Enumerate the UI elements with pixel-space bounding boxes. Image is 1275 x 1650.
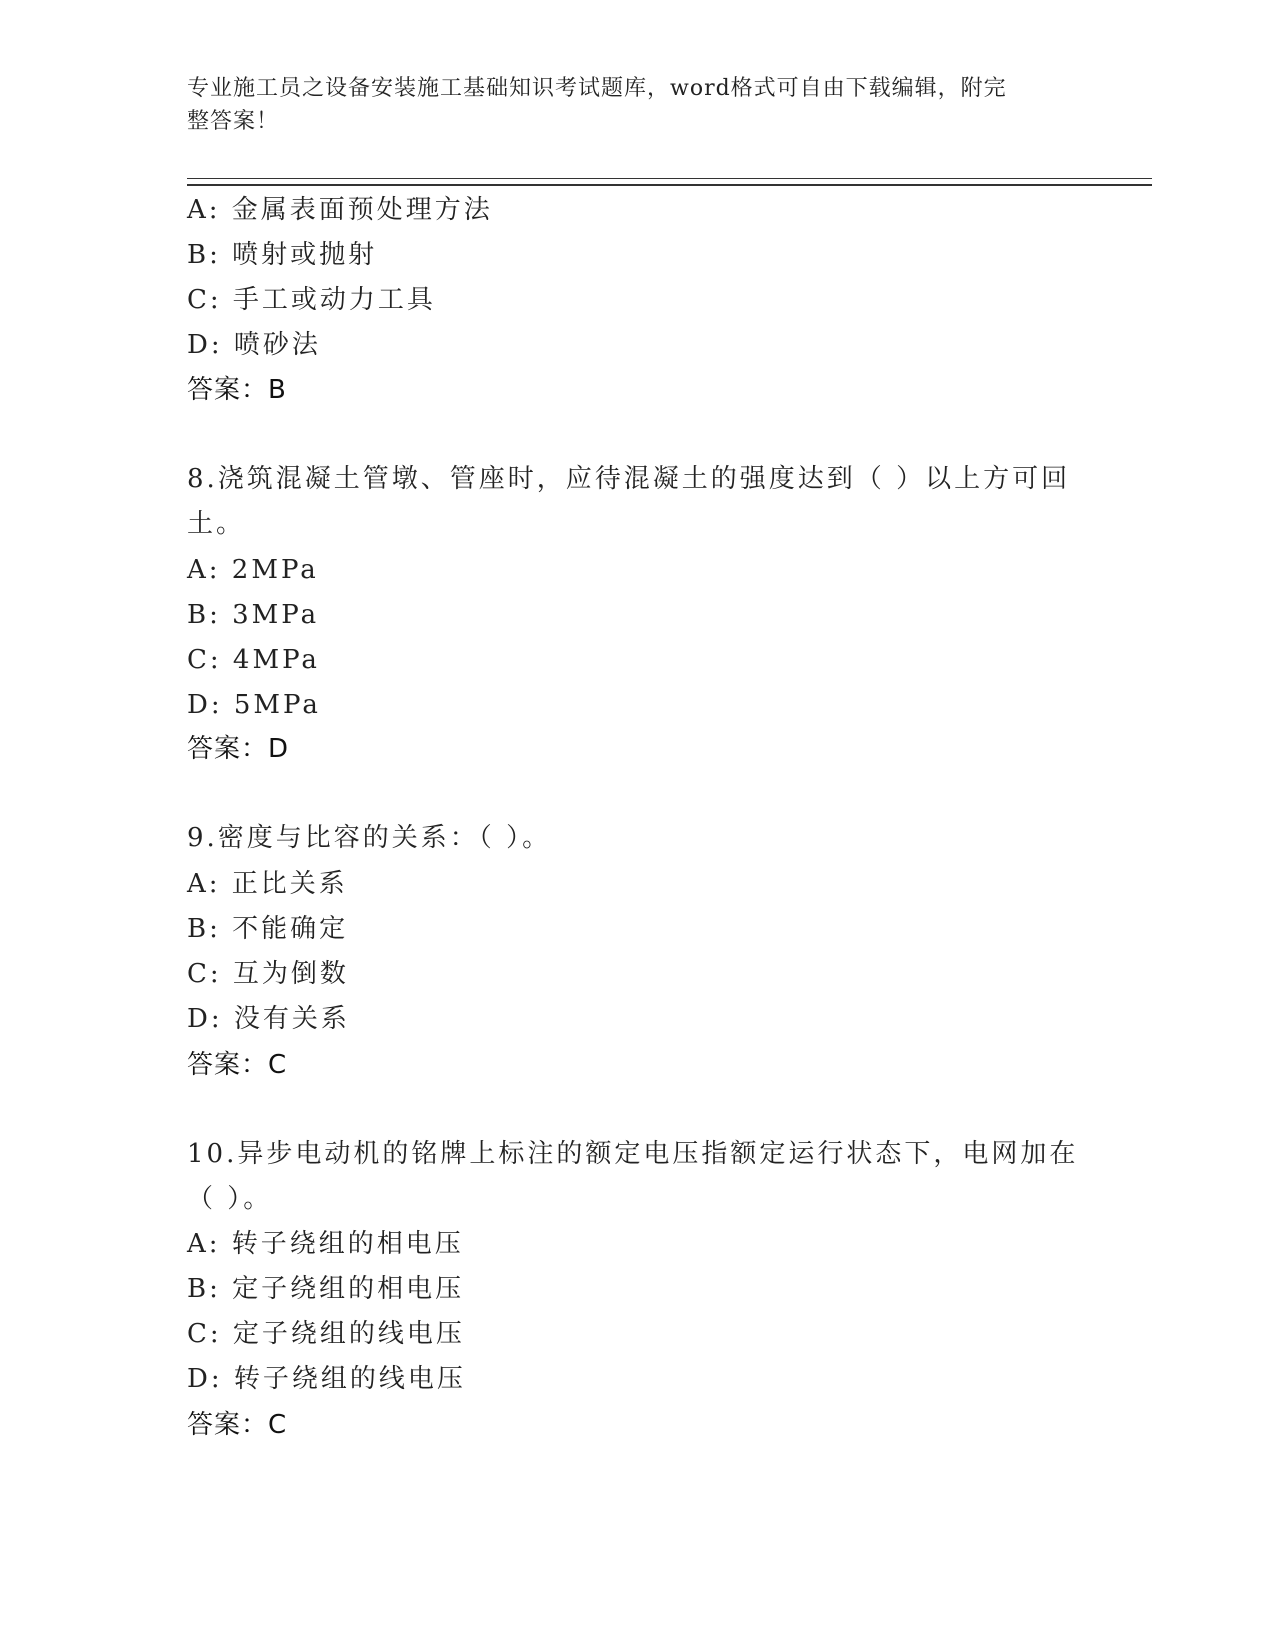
q10-option-c: C: 定子绕组的线电压 xyxy=(187,1319,465,1349)
q8-option-c: C: 4MPa xyxy=(187,645,320,675)
q7-answer: 答案：B xyxy=(187,375,287,405)
q7-option-b: B: 喷射或抛射 xyxy=(187,240,378,270)
q9-option-a: A: 正比关系 xyxy=(187,869,348,899)
header-line-2: 整答案！ xyxy=(187,109,280,134)
q9-stem-line-1: 9.密度与比容的关系：（ ）。 xyxy=(187,823,552,853)
q10-stem-line-1: 10.异步电动机的铭牌上标注的额定电压指额定运行状态下，电网加在 xyxy=(187,1139,1079,1169)
q10-option-b: B: 定子绕组的相电压 xyxy=(187,1274,465,1304)
header-divider xyxy=(187,178,1152,186)
q10-stem-line-2: （ ）。 xyxy=(187,1184,273,1214)
q10-answer: 答案：C xyxy=(187,1410,288,1440)
q9-option-b: B: 不能确定 xyxy=(187,914,349,944)
q7-option-d: D: 喷砂法 xyxy=(187,330,321,360)
q10-option-a: A: 转子绕组的相电压 xyxy=(187,1229,464,1259)
q9-option-c: C: 互为倒数 xyxy=(187,959,349,989)
q10-option-d: D: 转子绕组的线电压 xyxy=(187,1364,466,1394)
q7-option-a: A: 金属表面预处理方法 xyxy=(187,195,493,225)
header-line-1: 专业施工员之设备安装施工基础知识考试题库，word格式可自由下载编辑，附完 xyxy=(187,76,1007,101)
q8-stem-line-1: 8.浇筑混凝土管墩、管座时，应待混凝土的强度达到（ ）以上方可回 xyxy=(187,464,1071,494)
q8-option-a: A: 2MPa xyxy=(187,555,319,585)
q8-option-d: D: 5MPa xyxy=(187,690,321,720)
q8-option-b: B: 3MPa xyxy=(187,600,320,630)
q9-answer: 答案：C xyxy=(187,1050,288,1080)
q7-option-c: C: 手工或动力工具 xyxy=(187,285,436,315)
q8-answer: 答案：D xyxy=(187,734,290,764)
q9-option-d: D: 没有关系 xyxy=(187,1004,350,1034)
document-header xyxy=(187,72,1067,138)
q8-stem-line-2: 土。 xyxy=(187,509,246,539)
